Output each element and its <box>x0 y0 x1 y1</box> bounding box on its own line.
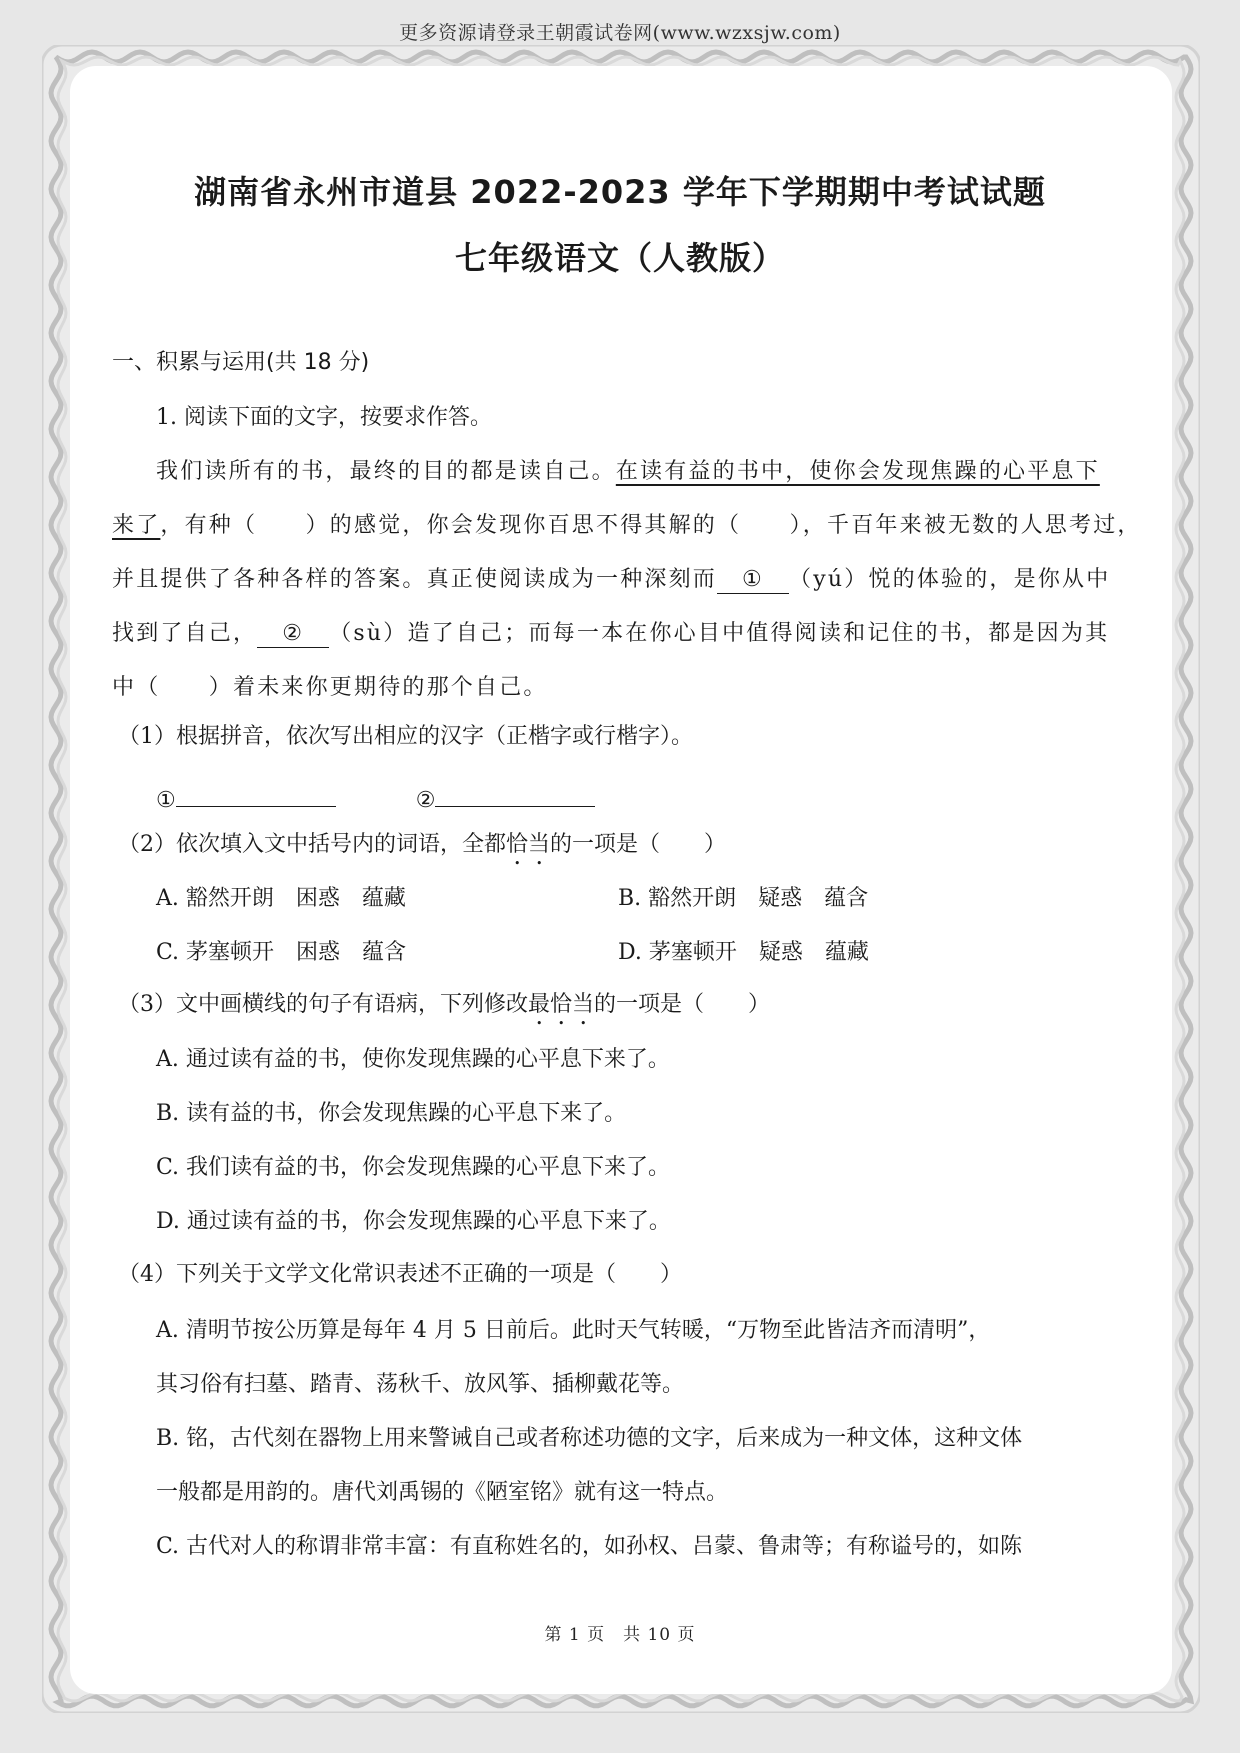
decorative-wavy-border <box>42 45 1200 1713</box>
blank-2: ② <box>257 621 329 648</box>
subquestion-4-stem: （4）下列关于文学文化常识表述不正确的一项是（ ） <box>118 1262 682 1287</box>
underlined-sentence-end: 来了 <box>112 513 161 538</box>
option-2D: D. 茅塞顿开 疑惑 蕴藏 <box>618 940 869 965</box>
option-3A: A. 通过读有益的书，使你发现焦躁的心平息下来了。 <box>156 1047 670 1072</box>
passage-text: 并且提供了各种各样的答案。真正使阅读成为一种深刻而 <box>112 567 718 592</box>
passage-text: （yú）悦的体验的，是你从中 <box>789 567 1111 592</box>
passage-line-4 <box>112 619 1109 649</box>
question-1-stem: 1. 阅读下面的文字，按要求作答。 <box>156 405 492 430</box>
underlined-sentence: 在读有益的书中，使你会发现焦躁的心平息下 <box>615 459 1100 484</box>
subquestion-3-stem <box>118 990 770 1030</box>
option-3B: B. 读有益的书，你会发现焦躁的心平息下来了。 <box>156 1101 627 1126</box>
option-3D: D. 通过读有益的书，你会发现焦躁的心平息下来了。 <box>156 1209 671 1234</box>
header-note: 更多资源请登录王朝霞试卷网(www.wzxsjw.com) <box>399 22 841 44</box>
option-4C-line1: C. 古代对人的称谓非常丰富：有直称姓名的，如孙权、吕蒙、鲁肃等；有称谥号的，如陈 <box>156 1534 1023 1559</box>
page-number: 第 1 页 共 10 页 <box>544 1625 696 1645</box>
passage-line-5: 中（ ）着未来你更期待的那个自己。 <box>112 675 548 700</box>
answer-label-1: ① <box>156 788 176 813</box>
section-heading: 一、积累与运用(共 18 分) <box>112 350 370 375</box>
answer-label-2: ② <box>415 788 436 813</box>
stem-text: 的一项是（ ） <box>550 832 727 857</box>
option-3C: C. 我们读有益的书，你会发现焦躁的心平息下来了。 <box>156 1155 671 1180</box>
passage-text: 找到了自己， <box>112 621 258 646</box>
stem-text: （2）依次填入文中括号内的词语，全都 <box>118 832 506 857</box>
stem-text: 的一项是（ ） <box>594 992 771 1017</box>
answer-line-2 <box>435 806 595 807</box>
option-4B-line2: 一般都是用韵的。唐代刘禹锡的《陋室铭》就有这一特点。 <box>156 1480 729 1505</box>
option-4B-line1: B. 铭，古代刻在器物上用来警诫自己或者称述功德的文字，后来成为一种文体，这种文体 <box>156 1426 1023 1451</box>
passage-line-3 <box>112 565 1110 595</box>
emphasized-word: 恰当 <box>506 832 551 857</box>
passage-line-1 <box>156 457 1100 487</box>
exam-subtitle: 七年级语文（人教版） <box>454 239 785 277</box>
option-2B: B. 豁然开朗 疑惑 蕴含 <box>618 886 869 911</box>
option-2C: C. 茅塞顿开 困惑 蕴含 <box>156 940 407 965</box>
stem-text: （3）文中画横线的句子有语病，下列修改 <box>118 992 528 1017</box>
exam-title: 湖南省永州市道县 2022-2023 学年下学期期中考试试题 <box>194 173 1046 211</box>
passage-text: （sù）造了自己；而每一本在你心目中值得阅读和记住的书，都是因为其 <box>329 621 1110 646</box>
subquestion-2-stem <box>118 830 726 870</box>
passage-text: ，有种（ ）的感觉，你会发现你百思不得其解的（ ），千百年来被无数的人思考过， <box>160 513 1142 538</box>
emphasized-word: 最恰当 <box>528 992 595 1017</box>
option-4A-line2: 其习俗有扫墓、踏青、荡秋千、放风筝、插柳戴花等。 <box>156 1372 685 1397</box>
blank-1: ① <box>717 567 789 594</box>
answer-blanks <box>156 786 595 816</box>
option-4A-line1: A. 清明节按公历算是每年 4 月 5 日前后。此时天气转暖，“万物至此皆洁齐而清明”， <box>156 1318 991 1343</box>
passage-line-2 <box>112 511 1142 541</box>
option-2A: A. 豁然开朗 困惑 蕴藏 <box>156 886 406 911</box>
answer-line-1 <box>176 806 336 807</box>
subquestion-1-stem: （1）根据拼音，依次写出相应的汉字（正楷字或行楷字）。 <box>118 724 693 749</box>
passage-text: 我们读所有的书，最终的目的都是读自己。 <box>156 459 616 484</box>
